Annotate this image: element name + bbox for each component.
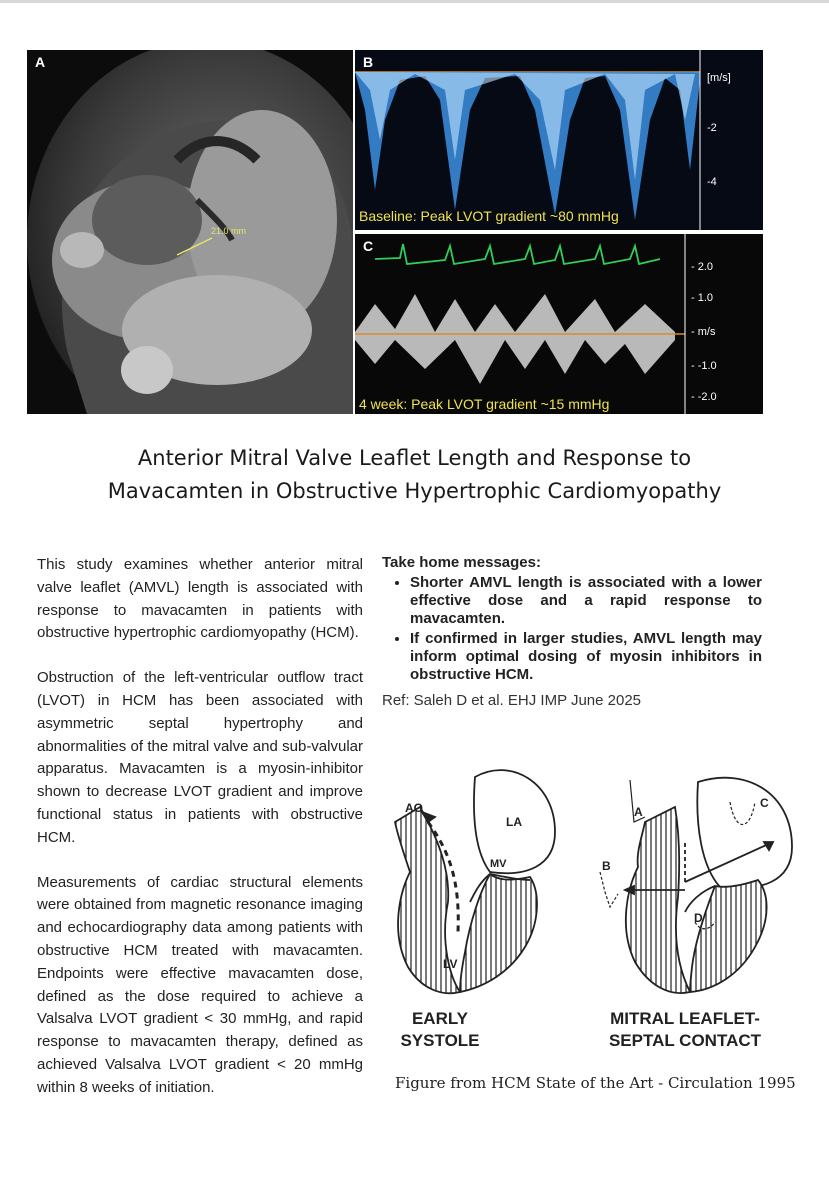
panel-c-tick-unit: - m/s	[691, 326, 716, 338]
label-mv: MV	[490, 858, 507, 870]
label-c: C	[760, 796, 769, 810]
panel-c-letter: C	[363, 238, 374, 254]
take-home-messages	[382, 554, 762, 686]
panel-a-letter: A	[35, 54, 46, 70]
reference: Ref: Saleh D et al. EHJ IMP June 2025	[382, 692, 642, 709]
label-ao: AO	[405, 801, 423, 815]
top-border	[0, 0, 829, 3]
caption-mitral-leaflet: MITRAL LEAFLET-	[610, 1009, 760, 1028]
label-a: A	[634, 805, 643, 819]
label-lv: LV	[443, 957, 458, 971]
take-home-item: • If confirmed in larger studies, AMVL length may inform optimal dosing of myosin inhibitors in obstructive HCM.	[410, 630, 762, 684]
take-home-list	[382, 574, 762, 684]
caption-septal-contact: SEPTAL CONTACT	[608, 1031, 762, 1050]
baseline-doppler-trace	[355, 50, 763, 230]
panel-b-tick: -2	[707, 122, 717, 134]
leaflet-length-measurement: 21.0 mm	[211, 226, 247, 236]
mri-panel	[27, 50, 353, 414]
panel-b-tick: -4	[707, 176, 717, 188]
caption-early: EARLY	[411, 1009, 469, 1028]
caption-systole: SYSTOLE	[400, 1031, 480, 1050]
study-summary	[37, 554, 363, 1122]
panel-c-tick: - 2.0	[691, 261, 714, 273]
baseline-caption: Baseline: Peak LVOT gradient ~80 mmHg	[359, 208, 619, 224]
baseline-doppler-panel	[355, 50, 763, 230]
title-line-2: Mavacamten in Obstructive Hypertrophic Cardiomyopathy	[107, 479, 722, 503]
label-la: LA	[506, 815, 522, 829]
summary-paragraph: Obstruction of the left-ventricular outflow tract (LVOT) in HCM has been associated with asymmetric septal hypertrophy and abnormalities of the mitral valve and sub-valvular apparatus. Mavacamten is a myosin-inhibitor shown to decrease LVOT gradient and improve functional status in patients with obstructive HCM.	[37, 669, 363, 846]
mri-image	[27, 50, 353, 414]
figure-source: Figure from HCM State of the Art - Circulation 1995	[395, 1074, 796, 1092]
panel-b-tick-unit: [m/s]	[707, 72, 731, 84]
panel-c-tick: - -1.0	[691, 360, 717, 372]
summary-paragraph: This study examines whether anterior mitral valve leaflet (AMVL) length is associated with response to mavacamten in patients with obstructive hypertrophic cardiomyopathy (HCM).	[37, 556, 363, 642]
followup-caption: 4 week: Peak LVOT gradient ~15 mmHg	[359, 396, 610, 412]
panel-c-tick: - -2.0	[691, 391, 717, 403]
panel-c-tick: - 1.0	[691, 292, 714, 304]
take-home-item: • Shorter AMVL length is associated with a lower effective dose and a rapid response to mavacamten.	[410, 574, 762, 628]
followup-doppler-panel	[355, 234, 763, 414]
label-d: D	[694, 911, 703, 925]
hcm-diagram	[380, 762, 800, 1072]
summary-paragraph: Measurements of cardiac structural elements were obtained from magnetic resonance imaging and echocardiography data among patients with obstructive HCM treated with mavacamten. Endpoints were effective mavacamten dose, defined as the dose required to achieve a Valsalva LVOT gradient < 30 mmHg, and rapid response to mavacamten therapy, defined as achieved Valsalva LVOT gradient < 20 mmHg within 8 weeks of initiation.	[37, 873, 363, 1096]
panel-b-letter: B	[363, 54, 374, 70]
septal-contact-heart	[600, 778, 792, 993]
take-home-heading: Take home messages:	[382, 554, 541, 571]
page-title	[40, 442, 789, 508]
title-line-1: Anterior Mitral Valve Leaflet Length and Response to	[137, 446, 692, 470]
label-b: B	[602, 859, 611, 873]
